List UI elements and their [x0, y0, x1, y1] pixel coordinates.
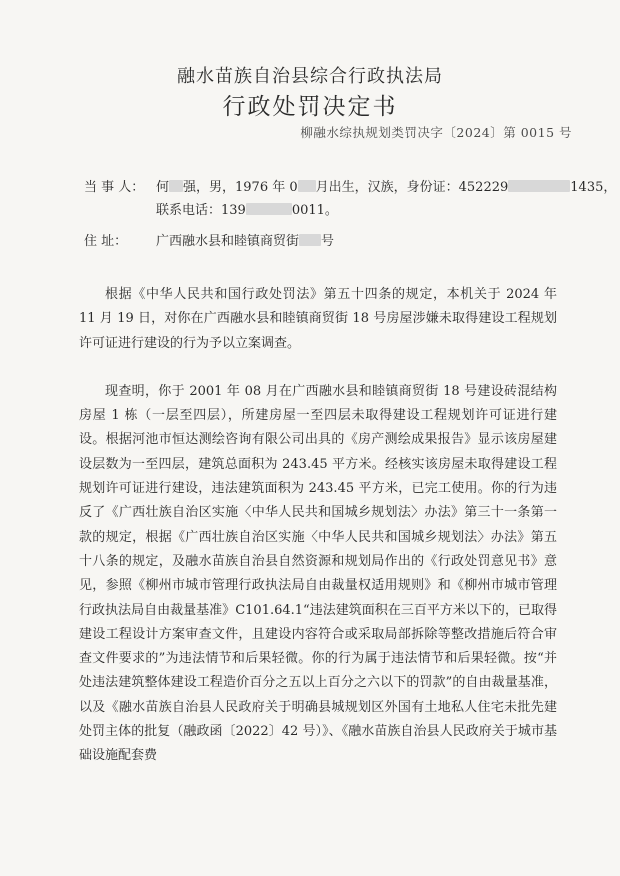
party-label: 当 事 人：	[84, 180, 145, 195]
issuing-organization: 融水苗族自治县综合行政执法局	[177, 66, 443, 87]
party-details-c: 1435，	[570, 180, 617, 195]
body-paragraph: 根据《中华人民共和国行政处罚法》第五十四条的规定，本机关于 2024 年 11 月 19 日，对你在广西融水县和睦镇商贸街 18 号房屋涉嫌未取得建设工程规划许可证进行建设的行为予以立案调查。	[79, 287, 557, 351]
body-paragraph: 现查明，你于 2001 年 08 月在广西融水县和睦镇商贸街 18 号建设砖混结构房屋 1 栋（一层至四层），所建房屋一至四层未取得建设工程规划许可证进行建设。根据河池市恒达测绘咨询有限公司出具的《房产测绘成果报告》显示该房屋建设层数为一至四层，建筑总面积为 243.45 平方米。经核实该房屋未取得建设工程规划许可证进行建设，违法建筑面积为 243.45 平方米，已完工使用。你的行为违反了《广西壮族自治区实施〈中华人民共和国城乡规划法〉办法》第三十一条第一款的规定，根据《广西壮族自治区实施〈中华人民共和国城乡规划法〉办法》第五十八条的规定，及融水苗族自治县自然资源和规划局作出的《行政处罚意见书》意见，参照《柳州市城市管理行政执法局自由裁量权适用规则》和《柳州市城市管理行政执法局自由裁量基准》C101.64.1“违法建筑面积在三百平方米以下的，已取得建设工程设计方案审查文件，且建设内容符合或采取局部拆除等整改措施后符合审查文件要求的”为违法情节和后果轻微。你的行为属于违法情节和后果轻微。按“并处违法建筑整体建设工程造价百分之五以上百分之六以下的罚款”的自由裁量基准，以及《融水苗族自治县人民政府关于明确县城规划区外国有土地私人住宅未批先建处罚主体的批复（融政函〔2022〕42 号）》、《融水苗族自治县人民政府关于城市基础设施配套费	[79, 383, 557, 764]
address-start: 广西融水县和睦镇商贸街	[156, 234, 300, 249]
phone-end: 0011。	[291, 203, 338, 218]
phone-start: 联系电话：139	[156, 203, 246, 218]
party-phone-line	[84, 199, 584, 222]
redaction-block	[298, 180, 316, 192]
redaction-block	[169, 180, 183, 192]
decision-body	[79, 283, 557, 769]
redaction-block	[299, 234, 321, 246]
address-label: 住 址：	[84, 234, 128, 249]
party-details-a: 强，男，1976 年 0	[183, 180, 298, 195]
party-address-line	[84, 230, 584, 253]
redaction-block	[246, 203, 292, 215]
address-end: 号	[321, 234, 335, 249]
party-name-start: 何	[156, 180, 170, 195]
redaction-block	[508, 180, 570, 192]
party-info	[84, 176, 617, 253]
document-number: 柳融水综执规划类罚决字〔2024〕第 0015 号	[300, 125, 572, 140]
document-title: 行政处罚决定书	[222, 94, 398, 120]
party-name-line	[84, 176, 617, 199]
party-details-b: 月出生，汉族，身份证：452229	[315, 180, 509, 195]
